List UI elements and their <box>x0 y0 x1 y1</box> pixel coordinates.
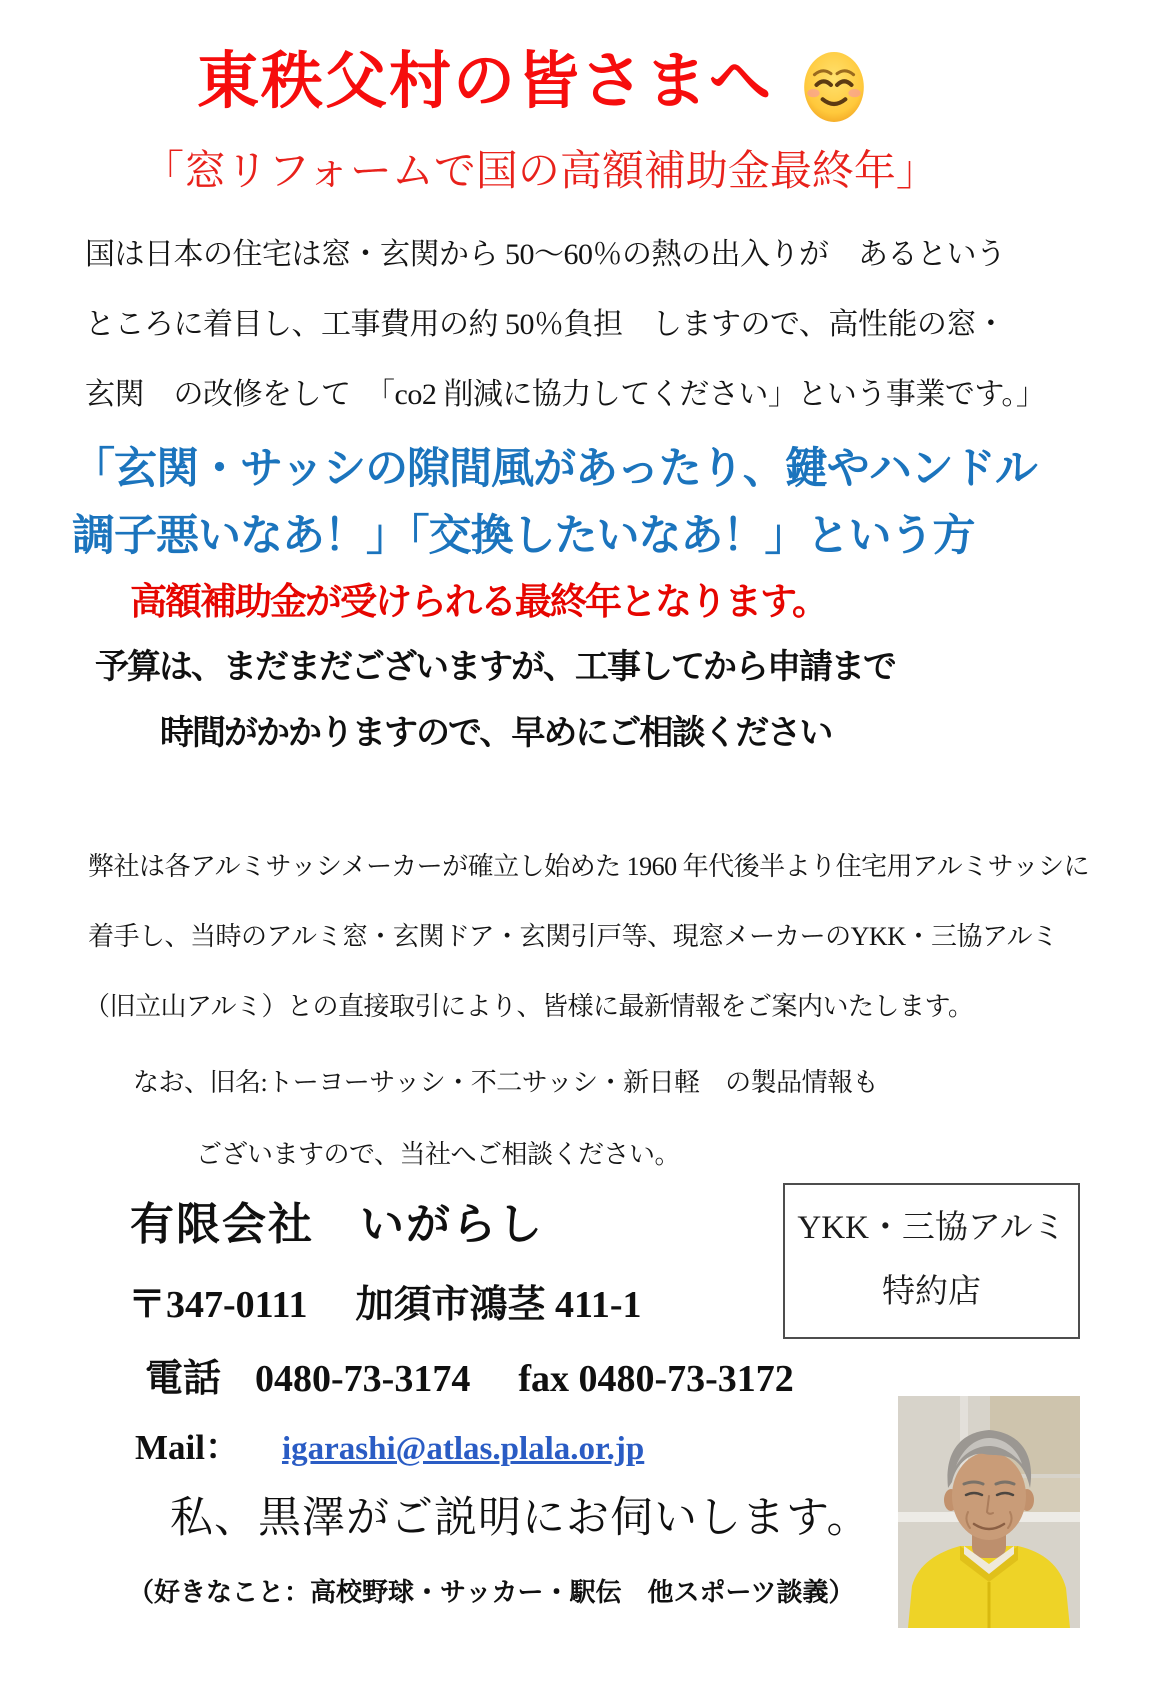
dealer-badge-agency: 特約店 <box>882 1273 981 1310</box>
phone-label: 電話 <box>145 1358 222 1400</box>
intro-line: 玄関 の改修をして 「co2 削減に協力してください」という事業です。」 <box>85 378 1046 411</box>
red-highlight: 高額補助金が受けられる最終年となります。 <box>130 581 828 622</box>
intro-line: 国は日本の住宅は窓・玄関から 50～60％の熱の出入りが あるという <box>85 238 1006 271</box>
dealer-badge-makers: YKK・三協アルミ <box>797 1210 1066 1247</box>
history-line: 弊社は各アルミサッシメーカーが確立し始めた 1960 年代後半より住宅用アルミサッシに <box>88 852 1090 881</box>
history-line: 着手し、当時のアルミ窓・玄関ドア・玄関引戸等、現窓メーカーのYKK・三協アルミ <box>88 922 1058 951</box>
blue-headline-line: 「玄関・サッシの隙間風があったり、鍵やハンドル <box>72 445 1037 493</box>
history-line: （旧立山アルミ）との直接取引により、皆様に最新情報をご案内いたします。 <box>84 992 974 1021</box>
fax-number: 0480-73-3172 <box>578 1358 794 1400</box>
hobbies-note: （好きなこと：高校野球・サッカー・駅伝 他スポーツ談義） <box>128 1578 855 1607</box>
phone-number: 0480-73-3174 <box>255 1358 471 1400</box>
notice-line: 時間がかかりますので、早めにご相談ください <box>160 714 832 752</box>
fax-label: fax <box>518 1358 569 1400</box>
address-line <box>128 1284 642 1328</box>
history-line: ございますので、当社へご相談ください。 <box>196 1140 680 1169</box>
mail-line <box>135 1428 644 1469</box>
intro-line: ところに着目し、工事費用の約 50％負担 しますので、高性能の窓・ <box>85 308 1006 341</box>
street-address: 加須市鴻茎 411-1 <box>355 1284 642 1326</box>
history-line: なお、旧名:トーヨーサッシ・不二サッシ・新日軽 の製品情報も <box>133 1068 879 1097</box>
postal-code: 〒347-0111 <box>128 1284 308 1326</box>
notice-line: 予算は、まだまだございますが、工事してから申請まで <box>95 648 895 686</box>
relieved-face-emoji <box>797 50 871 124</box>
page-title: 東秩父村の皆さまへ <box>197 47 774 116</box>
kurosawa-photo <box>898 1396 1080 1628</box>
dealer-badge <box>783 1183 1080 1339</box>
page-subtitle: 「窓リフォームで国の高額補助金最終年」 <box>142 149 938 195</box>
phone-line <box>145 1358 794 1402</box>
blue-headline-line: 調子悪いなあ！」「交換したいなあ！」という方 <box>72 512 975 560</box>
email-link[interactable]: igarashi@atlas.plala.or.jp <box>281 1431 645 1467</box>
company-name: 有限会社 いがらし <box>130 1200 544 1249</box>
closing-message: 私、黒澤がご説明にお伺いします。 <box>170 1495 871 1542</box>
mail-label: Mail： <box>135 1428 240 1467</box>
